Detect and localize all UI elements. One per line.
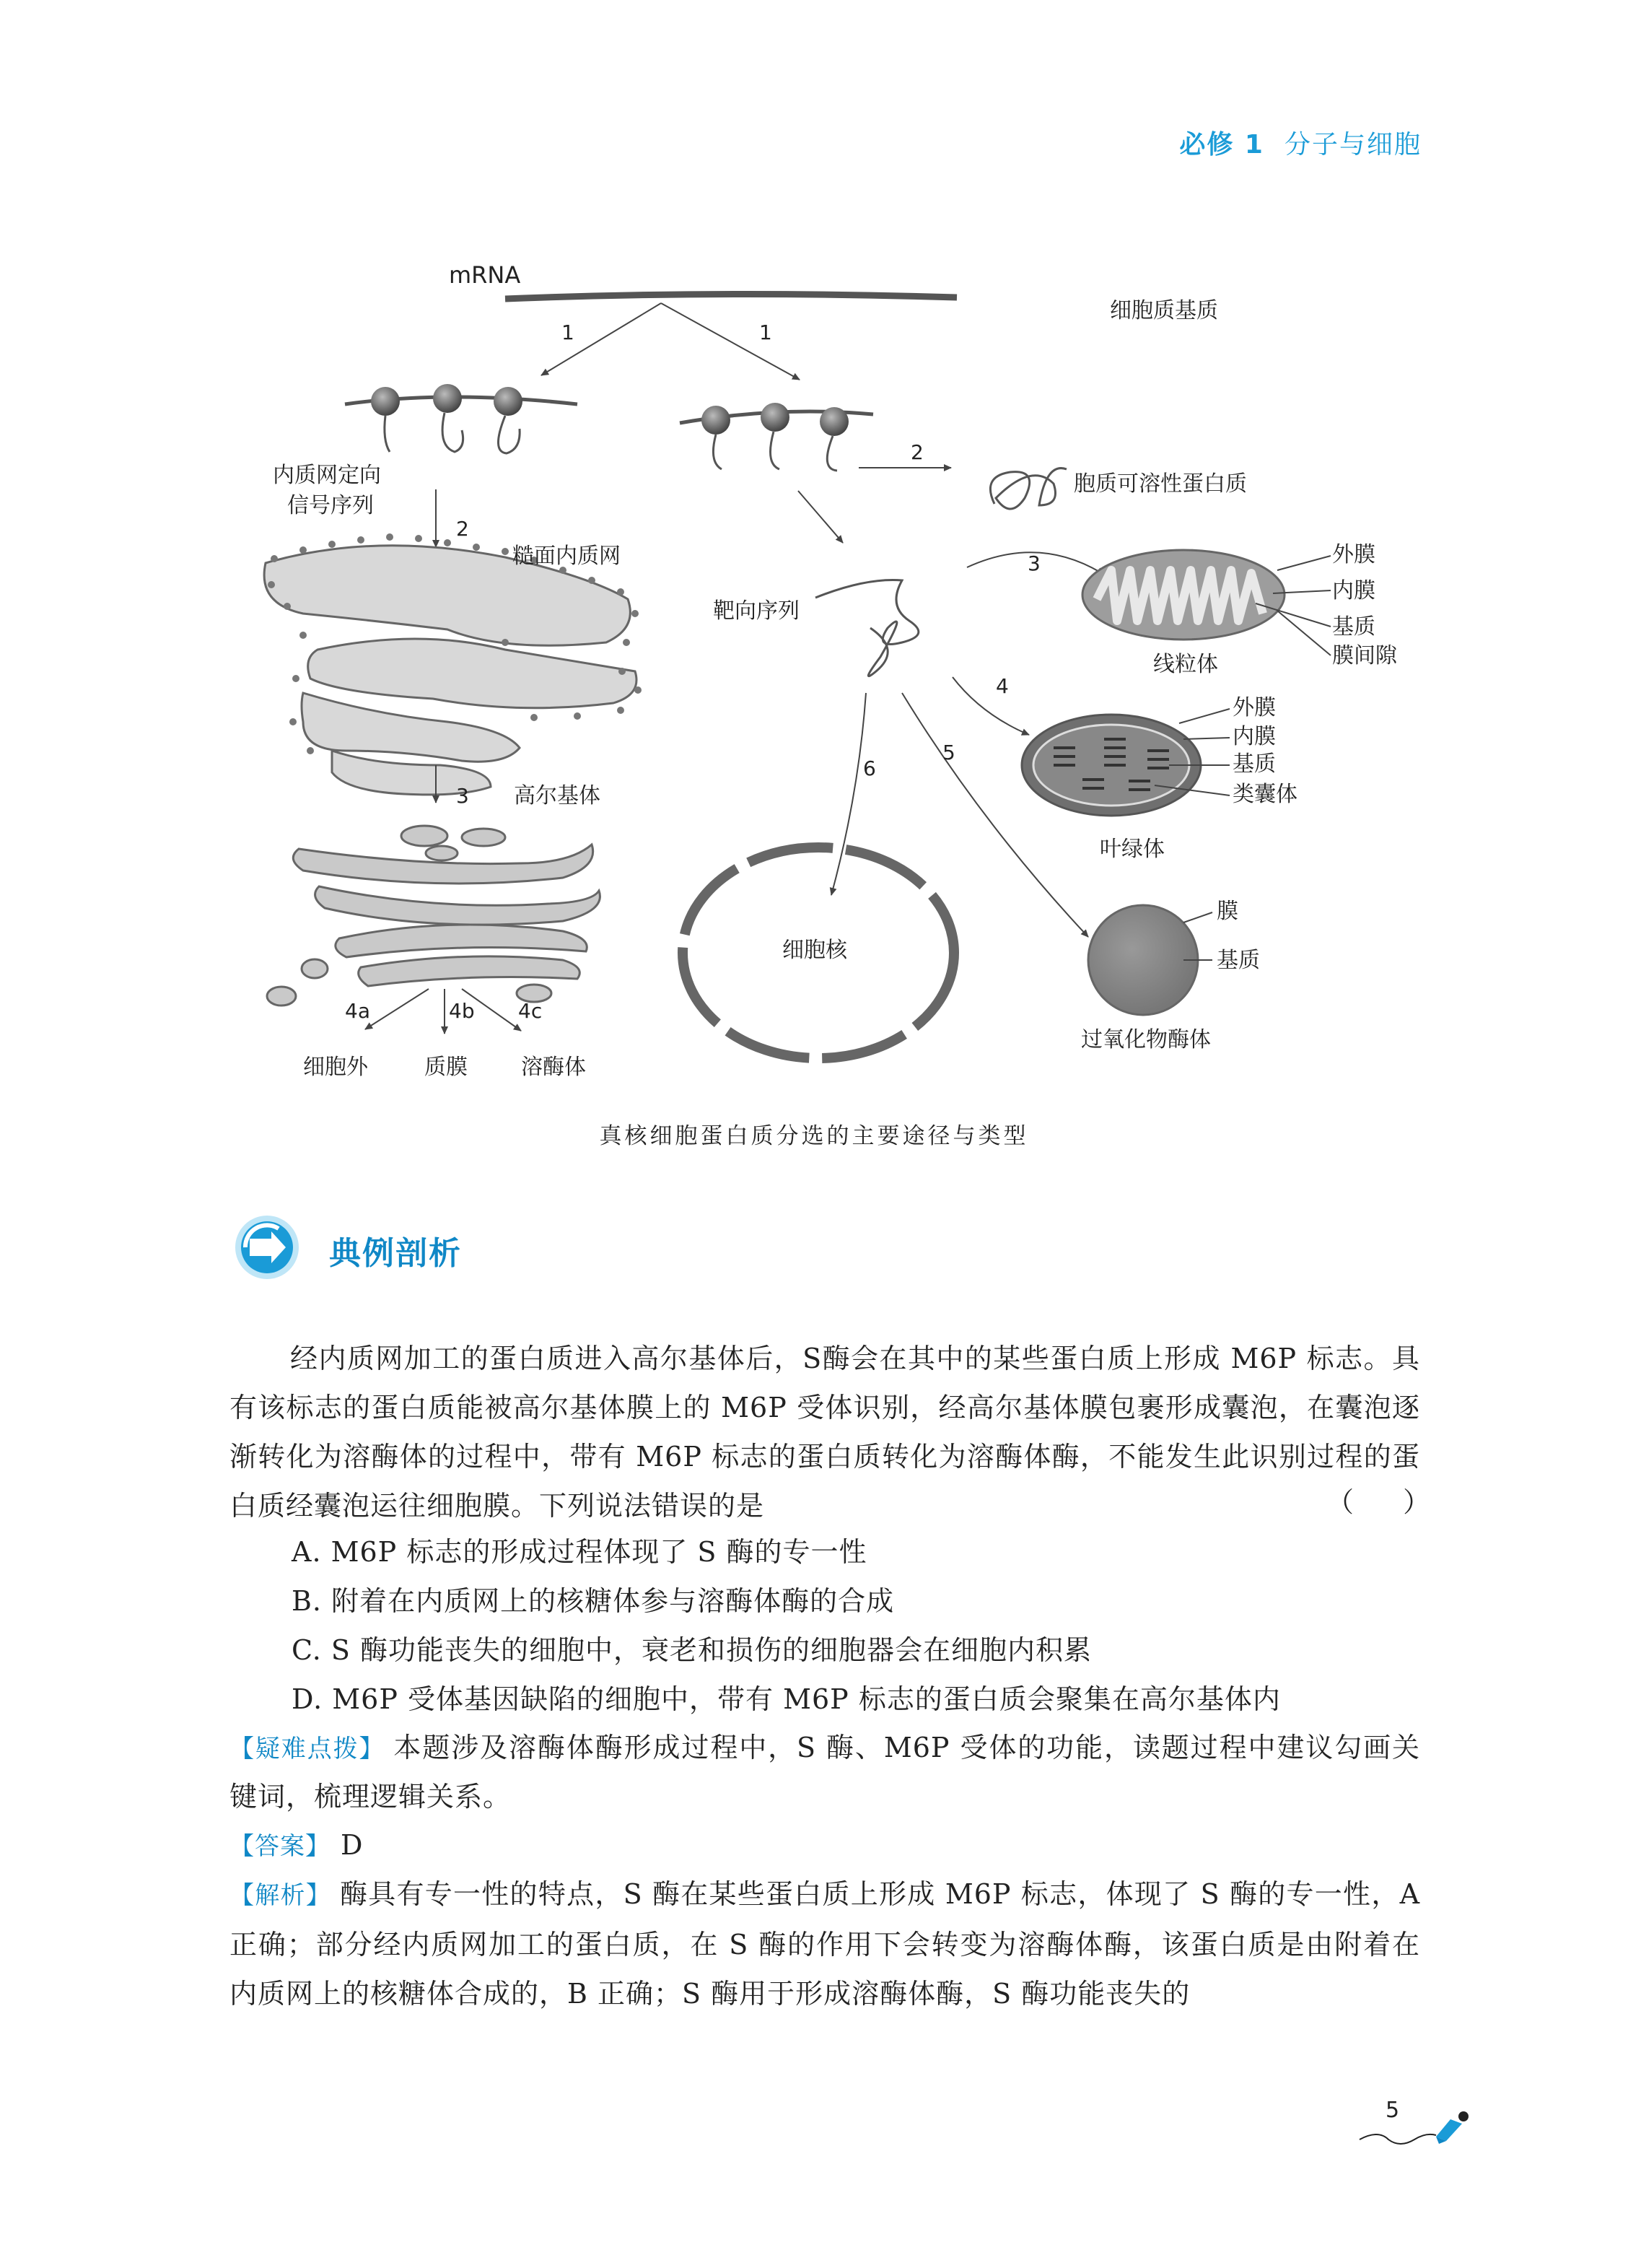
tip-paragraph (229, 1724, 1420, 1820)
chloro-outer-label: 外膜 (1233, 695, 1276, 720)
mito-inner-label: 内膜 (1332, 578, 1375, 603)
ribosome (761, 403, 789, 432)
step-6-nucleus: 6 (863, 756, 876, 780)
peroxisome (1088, 905, 1198, 1015)
analysis-paragraph (229, 1870, 1420, 2018)
answer-blank: （ ） (1326, 1486, 1451, 1518)
step-4c: 4c (518, 999, 543, 1023)
step-4a: 4a (345, 999, 370, 1023)
soluble-protein-coil (990, 468, 1067, 509)
tip-text: 本题涉及溶酶体酶形成过程中，S 酶、M6P 受体的功能，读题过程中建议勾画关键词，梳理逻辑关系。 (229, 1732, 1420, 1813)
step-2-soluble: 2 (911, 440, 924, 464)
soluble-protein-label: 胞质可溶性蛋白质 (1074, 471, 1247, 497)
mito-name-label: 线粒体 (1153, 652, 1218, 677)
step-1-left: 1 (561, 320, 574, 344)
golgi-label: 高尔基体 (514, 783, 600, 808)
step-4-chloro: 4 (996, 674, 1009, 698)
perox-matrix-label: 基质 (1217, 948, 1260, 973)
step-4b: 4b (449, 999, 475, 1023)
page-number: 5 (1386, 2098, 1400, 2123)
cytoplasm-matrix-label: 细胞质基质 (1110, 298, 1218, 323)
er-signal-label-1: 内质网定向 (273, 463, 381, 488)
answer-tag: 【答案】 (229, 1832, 331, 1861)
ribosome (820, 407, 849, 436)
protein-sorting-diagram (0, 0, 1628, 1112)
golgi-apparatus (267, 826, 600, 1006)
mito-intermembrane-label: 膜间隙 (1332, 643, 1397, 668)
mito-matrix-label: 基质 (1332, 614, 1375, 640)
analysis-tag: 【解析】 (229, 1881, 332, 1910)
ribosome (494, 387, 522, 416)
section-title: 典例剖析 (329, 1235, 462, 1272)
chloro-name-label: 叶绿体 (1100, 837, 1165, 862)
arrow-circle-icon (229, 1207, 316, 1286)
step-5-perox: 5 (942, 741, 955, 764)
book-subtitle: 分子与细胞 (1284, 130, 1422, 160)
chloro-matrix-label: 基质 (1233, 751, 1276, 777)
mitochondrion (1082, 550, 1285, 640)
option-a: A. M6P 标志的形成过程体现了 S 酶的专一性 (292, 1536, 867, 1568)
dest-membrane-label: 质膜 (424, 1055, 468, 1080)
rough-er-label: 糙面内质网 (512, 544, 621, 569)
book-label: 必修 1 (1179, 130, 1264, 160)
option-d: D. M6P 受体基因缺陷的细胞中，带有 M6P 标志的蛋白质会聚集在高尔基体内 (292, 1683, 1281, 1715)
question-stem: 经内质网加工的蛋白质进入高尔基体后，S酶会在其中的某些蛋白质上形成 M6P 标志。具有该标志的蛋白质能被高尔基体膜上的 M6P 受体识别，经高尔基体膜包裹形成囊泡，在囊泡逐渐转化为溶酶体的过程中，带有 M6P 标志的蛋白质转化为溶酶体酶，不能发生此识别过程的蛋白质经囊泡运往细胞膜。下列说法错误的是 (229, 1343, 1420, 1522)
mito-outer-label: 外膜 (1332, 542, 1375, 567)
option-c: C. S 酶功能丧失的细胞中，衰老和损伤的细胞器会在细胞内积累 (292, 1634, 1092, 1666)
targeting-seq-label: 靶向序列 (713, 598, 800, 624)
mrna-strand (505, 294, 957, 299)
answer-paragraph (229, 1820, 1420, 1871)
targeting-protein-coil (815, 580, 919, 676)
chloro-inner-label: 内膜 (1233, 724, 1276, 749)
chloro-thylakoid-label: 类囊体 (1233, 782, 1297, 807)
dest-outside-label: 细胞外 (303, 1055, 368, 1080)
ribosome (433, 384, 462, 413)
perox-membrane-label: 膜 (1217, 899, 1238, 924)
figure-caption: 真核细胞蛋白质分选的主要途径与类型 (599, 1123, 1029, 1149)
answer-text: D (341, 1829, 364, 1861)
step-1-right: 1 (759, 320, 772, 344)
rough-er (264, 546, 636, 795)
nucleus-label: 细胞核 (782, 938, 847, 963)
tip-tag: 【疑难点拨】 (229, 1735, 385, 1763)
pen-decoration-icon (1357, 2108, 1472, 2151)
step-2-er: 2 (456, 517, 469, 541)
ribosome (701, 406, 730, 435)
analysis-text: 酶具有专一性的特点，S 酶在某些蛋白质上形成 M6P 标志，体现了 S 酶的专一性，A 正确；部分经内质网加工的蛋白质，在 S 酶的作用下会转变为溶酶体酶，该蛋白质是由附着在内质网上的核糖体合成的，B 正确；S 酶用于形成溶酶体酶，S 酶功能丧失的 (229, 1878, 1421, 2010)
dest-lysosome-label: 溶酶体 (521, 1055, 586, 1080)
er-signal-label-2: 信号序列 (287, 493, 374, 518)
mrna-label: mRNA (449, 261, 521, 289)
ribosome (371, 387, 400, 416)
option-b: B. 附着在内质网上的核糖体参与溶酶体酶的合成 (292, 1585, 895, 1617)
step-3-mito: 3 (1028, 551, 1041, 575)
step-3-golgi: 3 (456, 784, 469, 808)
perox-name-label: 过氧化物酶体 (1081, 1027, 1211, 1052)
